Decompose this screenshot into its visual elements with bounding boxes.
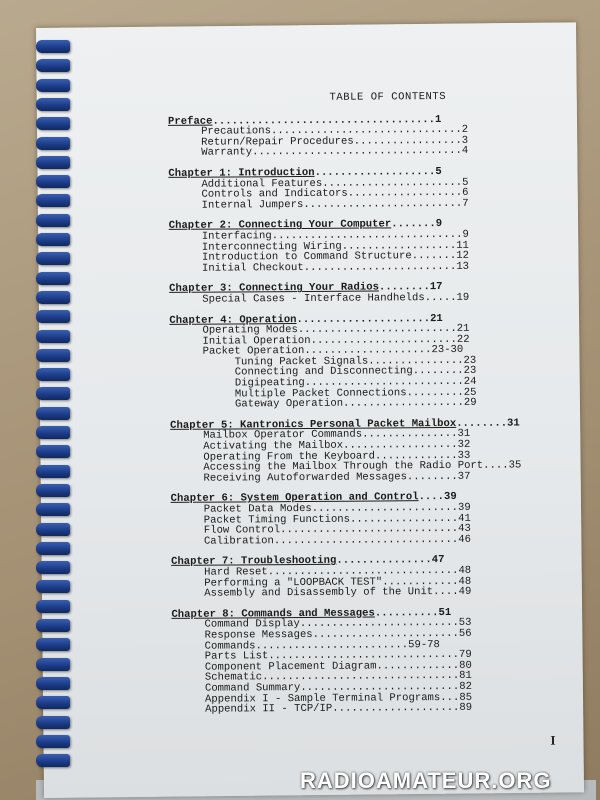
- binding-coil: [36, 40, 70, 53]
- toc-section: [171, 607, 572, 716]
- entry-page: 59-78: [408, 638, 440, 651]
- entry-page: 48: [458, 575, 472, 588]
- entry-leader-dots: .......................: [310, 333, 457, 347]
- entry-leader-dots: .........................: [303, 197, 463, 211]
- entry-title: Calibration: [203, 534, 274, 548]
- entry-leader-dots: ..............................: [267, 564, 459, 579]
- toc-entry: [168, 146, 568, 159]
- entry-leader-dots: .............................: [273, 533, 459, 547]
- entry-leader-dots: ........: [456, 417, 508, 430]
- entry-page: 51: [438, 606, 452, 619]
- binding-coil: [36, 156, 70, 169]
- entry-page: 81: [459, 670, 472, 683]
- entry-title: Initial Operation: [202, 334, 311, 348]
- entry-title: Chapter 2: Connecting Your Computer: [168, 218, 392, 233]
- entry-page: 12: [456, 249, 470, 263]
- entry-page: 4: [461, 145, 469, 158]
- toc-entry: [172, 702, 572, 715]
- entry-page: 29: [463, 397, 477, 410]
- toc-entry: [169, 292, 569, 305]
- toc-entries: [168, 114, 572, 716]
- toc-entry: [169, 198, 569, 211]
- entry-leader-dots: ..................: [347, 187, 463, 200]
- binding-coil: [36, 368, 70, 381]
- binding-coil: [36, 754, 70, 767]
- entry-title: Packet Operation: [202, 345, 305, 358]
- entry-title: Performing a "LOOPBACK TEST": [204, 576, 383, 590]
- entry-title: Additional Features: [201, 177, 323, 191]
- entry-page: 7: [462, 197, 469, 210]
- toc-entry: [170, 397, 570, 410]
- toc-entry: [170, 471, 570, 484]
- toc-section: [169, 218, 569, 274]
- entry-title: Parts List: [204, 650, 269, 663]
- binding-coil: [36, 484, 70, 497]
- binding-coil: [36, 542, 70, 555]
- entry-leader-dots: .........................: [297, 323, 457, 337]
- entry-title: Assembly and Disassembly of the Unit: [204, 586, 434, 600]
- entry-page: 19: [456, 291, 470, 304]
- entry-leader-dots: ..............................: [271, 228, 463, 243]
- toc-section: [169, 313, 570, 411]
- entry-page: 31: [507, 417, 520, 430]
- toc-section: [168, 166, 568, 211]
- entry-title: Preface: [167, 115, 213, 128]
- binding-coil: [36, 445, 70, 458]
- entry-title: Activating the Mailbox: [203, 439, 344, 453]
- entry-title: Precautions: [201, 125, 272, 138]
- binding-coil: [36, 175, 70, 188]
- entry-title: Appendix I - Sample Terminal Programs: [204, 691, 441, 706]
- entry-page: 46: [458, 533, 471, 546]
- entry-page: 85: [459, 691, 473, 704]
- entry-page: 80: [459, 659, 472, 672]
- entry-title: Chapter 5: Kantronics Personal Packet Mailbox: [170, 417, 457, 432]
- entry-leader-dots: .................: [349, 512, 459, 526]
- binding-coil: [36, 194, 70, 207]
- watermark: RADIOAMATEUR.ORG: [300, 768, 552, 793]
- entry-title: Interconnecting Wiring: [201, 240, 342, 254]
- entry-leader-dots: .........................: [300, 680, 460, 694]
- entry-page: 13: [456, 260, 470, 273]
- binding-coil: [36, 696, 70, 709]
- entry-title: Initial Checkout: [201, 261, 304, 275]
- binding-coil: [36, 600, 70, 613]
- binding-coil: [36, 716, 70, 729]
- entry-title: Schematic: [204, 671, 263, 684]
- entry-leader-dots: ....: [433, 586, 459, 599]
- entry-title: Interfacing: [201, 230, 272, 243]
- entry-title: Multiple Packet Connections: [234, 386, 407, 401]
- entry-leader-dots: .........: [406, 386, 464, 399]
- entry-title: Operating From the Keyboard: [203, 450, 376, 464]
- entry-page: 49: [458, 585, 472, 599]
- binding-coil: [36, 214, 70, 227]
- toc-entry: [171, 534, 571, 547]
- entry-title: Chapter 6: System Operation and Control: [170, 491, 419, 506]
- entry-title: Command Display: [204, 618, 300, 632]
- entry-leader-dots: ........: [378, 281, 430, 294]
- entry-page: 21: [456, 322, 470, 336]
- entry-leader-dots: ..............................: [270, 124, 462, 138]
- entry-title: Receiving Autoforwarded Messages: [203, 471, 407, 485]
- binding-coil: [36, 349, 70, 362]
- entry-title: Special Cases - Interface Handhelds: [202, 292, 425, 306]
- entry-title: Chapter 7: Troubleshooting: [171, 555, 337, 569]
- entry-page: 9: [435, 218, 443, 231]
- entry-page: 21: [430, 312, 443, 325]
- entry-leader-dots: ....: [483, 459, 509, 472]
- binding-coil: [36, 137, 70, 150]
- entry-page: 9: [462, 228, 469, 241]
- entry-leader-dots: ..................: [343, 438, 458, 452]
- entry-leader-dots: .....: [424, 291, 457, 305]
- entry-page: 82: [459, 680, 473, 693]
- entry-leader-dots: ....: [418, 491, 445, 504]
- entry-title: Digipeating: [234, 377, 305, 390]
- entry-title: Controls and Indicators: [201, 187, 348, 201]
- entry-title: Chapter 1: Introduction: [168, 166, 315, 180]
- entry-title: Mailbox Operator Commands: [203, 429, 363, 443]
- entry-leader-dots: ...: [440, 691, 460, 704]
- entry-page: 79: [458, 648, 472, 662]
- entry-leader-dots: ........: [406, 470, 458, 484]
- entry-page: 41: [458, 512, 471, 525]
- binding-coil: [36, 619, 70, 632]
- entry-title: Flow Control: [203, 524, 281, 537]
- entry-page: 17: [429, 281, 443, 294]
- table-of-contents: [168, 91, 572, 725]
- entry-page: 47: [431, 554, 445, 567]
- entry-title: Warranty: [201, 146, 253, 160]
- entry-leader-dots: ......................: [322, 176, 463, 190]
- entry-title: Tuning Packet Signals: [234, 355, 369, 369]
- entry-title: Return/Repair Procedures: [201, 135, 354, 149]
- entry-leader-dots: ........: [412, 365, 464, 378]
- entry-page: 39: [457, 501, 471, 514]
- toc-section: [171, 492, 571, 548]
- entry-leader-dots: ....................: [332, 702, 460, 715]
- entry-leader-dots: ............................: [280, 523, 459, 537]
- entry-leader-dots: .....................: [296, 312, 431, 326]
- entry-title: Chapter 8: Commands and Messages: [171, 607, 375, 621]
- entry-page: 33: [457, 449, 471, 462]
- entry-title: Appendix II - TCP/IP: [205, 702, 333, 716]
- entry-title: Packet Data Modes: [203, 502, 312, 516]
- entry-leader-dots: .......: [411, 250, 457, 263]
- binding-coil: [36, 98, 70, 111]
- entry-title: Command Summary: [204, 681, 301, 695]
- entry-page: 23: [463, 354, 477, 367]
- entry-title: Connecting and Disconnecting: [234, 365, 413, 379]
- entry-page: 5: [462, 176, 469, 189]
- entry-leader-dots: .................: [353, 134, 462, 148]
- entry-page: 5: [435, 165, 442, 179]
- spiral-binding: [0, 0, 80, 800]
- entry-page: 35: [508, 459, 522, 472]
- entry-leader-dots: ...................: [314, 166, 436, 179]
- binding-coil: [36, 638, 70, 651]
- toc-entry: [169, 261, 569, 274]
- entry-leader-dots: ........................: [303, 260, 457, 274]
- binding-coil: [36, 580, 70, 593]
- entry-page: 22: [456, 333, 470, 346]
- entry-leader-dots: .......................: [312, 627, 459, 641]
- entry-page: 53: [458, 617, 472, 630]
- entry-leader-dots: .........................: [299, 617, 459, 631]
- entry-page: 6: [462, 186, 469, 200]
- toc-section: [170, 418, 570, 484]
- binding-coil: [36, 272, 70, 285]
- binding-coil: [36, 387, 70, 400]
- entry-leader-dots: .......................: [311, 501, 459, 515]
- binding-coil: [36, 426, 70, 439]
- binding-coil: [36, 233, 70, 246]
- entry-leader-dots: ...................................: [212, 113, 436, 128]
- entry-page: 3: [461, 134, 469, 147]
- entry-page: 32: [457, 438, 471, 451]
- entry-leader-dots: ........................: [255, 638, 409, 652]
- entry-leader-dots: ............: [382, 575, 459, 589]
- entry-page: 89: [459, 701, 473, 714]
- entry-leader-dots: ....................: [304, 344, 432, 358]
- entry-page: 37: [457, 470, 471, 483]
- binding-coil: [36, 330, 70, 343]
- toc-section: [169, 281, 569, 305]
- binding-coil: [36, 79, 70, 92]
- entry-page: 31: [457, 428, 471, 441]
- binding-coil: [36, 677, 70, 690]
- toc-title: TABLE OF CONTENTS: [329, 90, 447, 104]
- binding-coil: [36, 59, 70, 72]
- entry-title: Internal Jumpers: [201, 198, 304, 212]
- toc-section: [171, 554, 571, 599]
- entry-page: 2: [461, 124, 469, 137]
- entry-leader-dots: ..................: [341, 239, 457, 253]
- entry-title: Accessing the Mailbox Through the Radio Port: [203, 459, 484, 474]
- entry-leader-dots: .................................: [252, 145, 462, 159]
- entry-page: 24: [463, 375, 477, 388]
- binding-coil: [36, 310, 70, 323]
- entry-title: Gateway Operation: [234, 397, 344, 411]
- entry-leader-dots: ..............................: [268, 649, 460, 663]
- entry-page: 56: [458, 627, 472, 640]
- binding-coil: [36, 117, 70, 130]
- binding-coil: [36, 523, 70, 536]
- binding-coil: [36, 735, 70, 748]
- entry-title: Packet Timing Functions: [203, 513, 351, 527]
- binding-coil: [36, 465, 70, 478]
- entry-title: Component Placement Diagram: [204, 660, 377, 674]
- page-number: I: [550, 732, 556, 748]
- entry-title: Response Messages: [204, 628, 313, 642]
- entry-page: 39: [443, 491, 457, 504]
- binding-coil: [36, 503, 70, 516]
- entry-title: Hard Reset: [204, 566, 268, 579]
- binding-coil: [36, 252, 70, 265]
- entry-leader-dots: .........................: [304, 375, 464, 390]
- entry-leader-dots: .......: [391, 218, 436, 231]
- entry-leader-dots: ...............: [368, 354, 464, 368]
- entry-leader-dots: ...............: [362, 428, 458, 442]
- entry-leader-dots: ..........: [374, 606, 439, 620]
- entry-page: 23-30: [431, 344, 464, 357]
- entry-leader-dots: ...............................: [262, 670, 460, 684]
- entry-title: Chapter 4: Operation: [169, 313, 297, 327]
- entry-leader-dots: ...................: [343, 397, 464, 410]
- entry-title: Operating Modes: [202, 324, 298, 337]
- entry-page: 1: [434, 113, 442, 126]
- entry-title: Commands: [204, 639, 256, 653]
- entry-title: Introduction to Command Structure: [201, 250, 412, 264]
- binding-coil: [36, 291, 70, 304]
- toc-entry: [171, 586, 571, 599]
- entry-title: Chapter 3: Connecting Your Radios: [169, 281, 379, 296]
- entry-leader-dots: ...............: [336, 554, 432, 568]
- entry-page: 25: [463, 386, 477, 399]
- binding-coil: [36, 407, 70, 420]
- binding-coil: [36, 658, 70, 671]
- entry-leader-dots: .............: [376, 659, 460, 673]
- manual-page: [36, 22, 584, 798]
- toc-section: [168, 114, 568, 159]
- entry-page: 48: [458, 564, 472, 577]
- entry-page: 11: [456, 239, 469, 252]
- entry-page: 43: [458, 523, 471, 536]
- entry-page: 23: [463, 365, 477, 378]
- entry-leader-dots: .............: [374, 449, 458, 463]
- binding-coil: [36, 561, 70, 574]
